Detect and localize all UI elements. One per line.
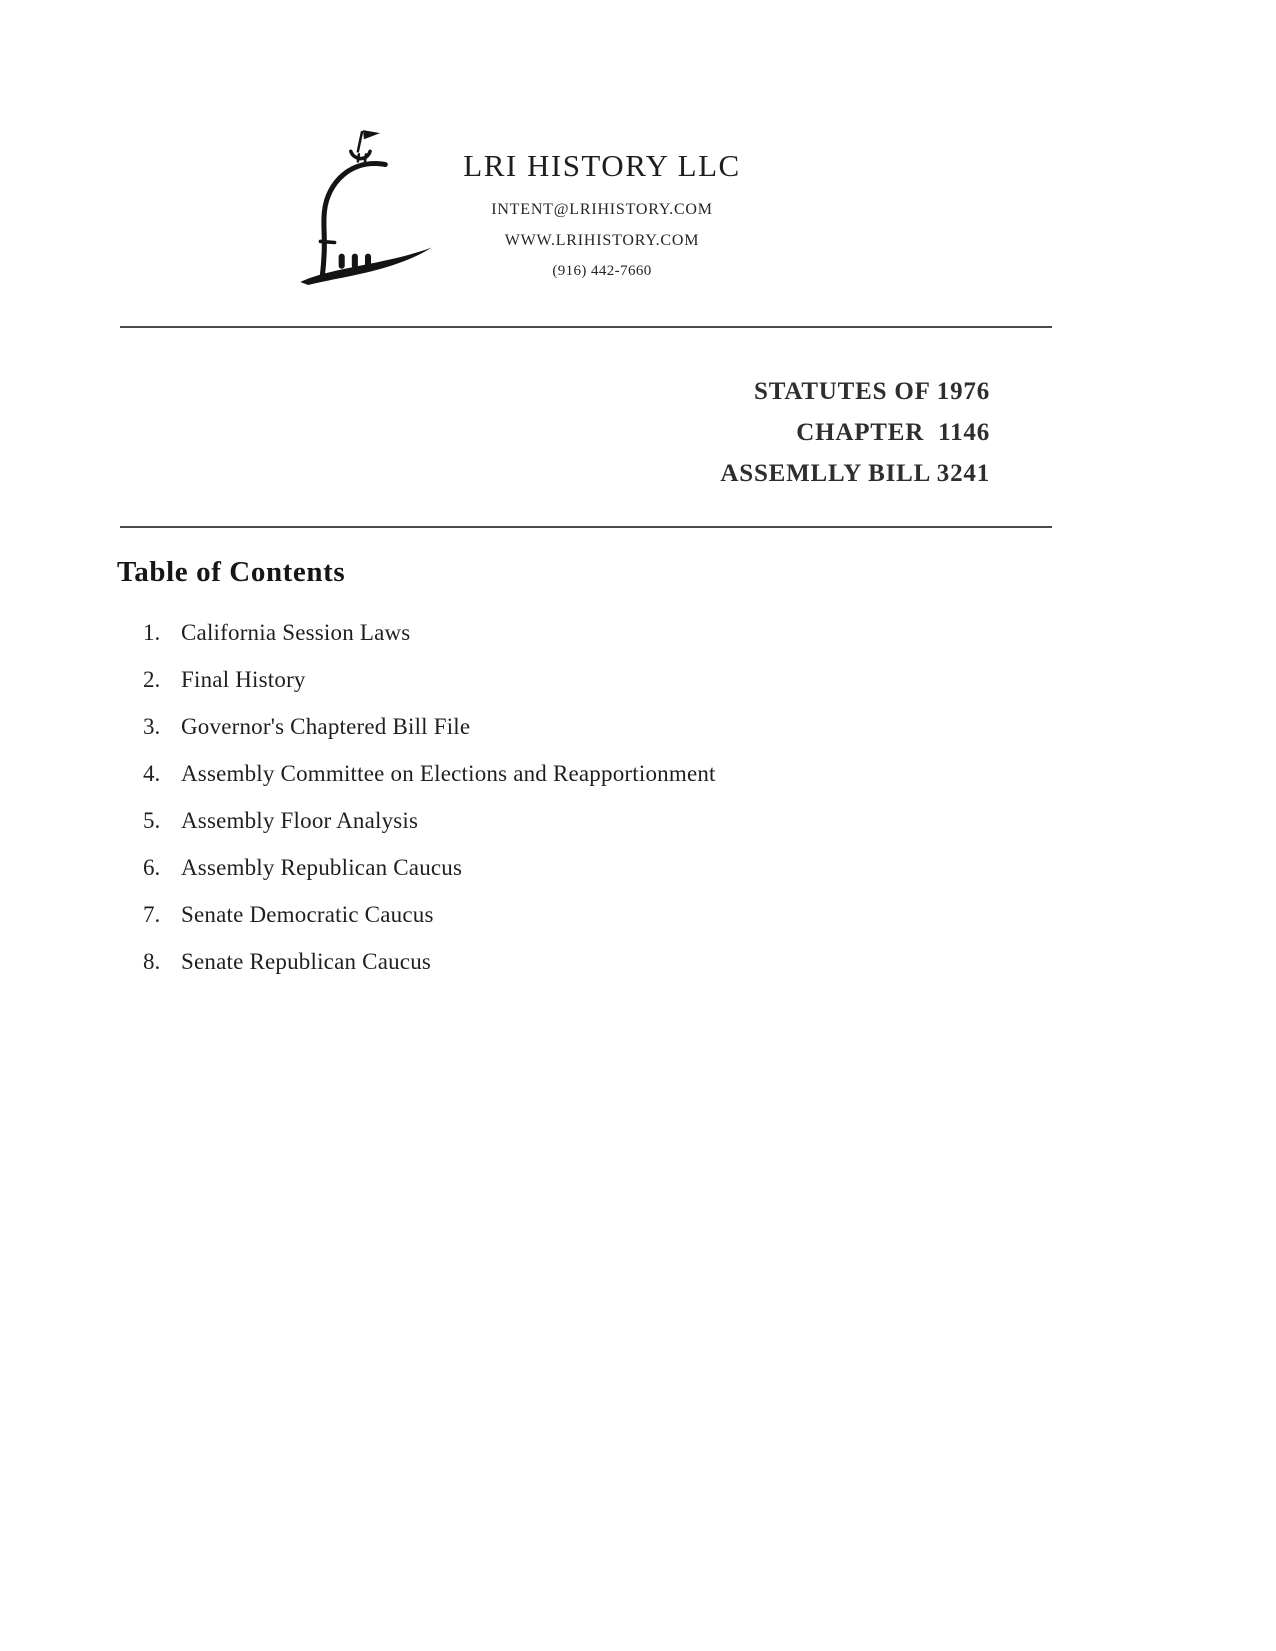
header-contact-block <box>432 148 772 280</box>
toc-item <box>143 714 1043 761</box>
toc-item <box>143 902 1043 949</box>
toc-item-number: 3. <box>143 714 161 739</box>
toc-item-label: Senate Republican Caucus <box>181 949 432 974</box>
toc-list <box>143 620 1043 996</box>
company-email: INTENT@LRIHISTORY.COM <box>491 201 713 218</box>
toc-item-number: 5. <box>143 808 161 833</box>
toc-item <box>143 667 1043 714</box>
toc-item-number: 2. <box>143 667 161 692</box>
toc-item-label: Assembly Floor Analysis <box>181 808 419 833</box>
toc-item-label: Governor's Chaptered Bill File <box>181 714 471 739</box>
company-phone: (916) 442-7660 <box>552 263 652 279</box>
company-website: WWW.LRIHISTORY.COM <box>504 232 700 249</box>
capitol-logo-icon <box>293 124 441 286</box>
toc-item-label: California Session Laws <box>181 620 411 645</box>
toc-item <box>143 761 1043 808</box>
toc-item-number: 1. <box>143 620 161 645</box>
toc-item-number: 6. <box>143 855 161 880</box>
toc-item-number: 7. <box>143 902 161 927</box>
toc-item-number: 4. <box>143 761 161 786</box>
toc-item <box>143 620 1043 667</box>
statutes-line: STATUTES OF 1976 <box>754 378 990 405</box>
divider-top <box>120 326 1052 328</box>
toc-item <box>143 855 1043 902</box>
statutes-title-block <box>500 371 990 494</box>
toc-item <box>143 949 1043 996</box>
toc-item <box>143 808 1043 855</box>
toc-heading: Table of Contents <box>117 556 346 588</box>
toc-item-label: Senate Democratic Caucus <box>181 902 434 927</box>
chapter-line: CHAPTER 1146 <box>796 419 990 446</box>
toc-item-number: 8. <box>143 949 161 974</box>
company-name: LRI HISTORY LLC <box>463 148 741 183</box>
divider-bottom <box>120 526 1052 528</box>
toc-item-label: Assembly Committee on Elections and Reapportionment <box>181 761 716 786</box>
toc-item-label: Assembly Republican Caucus <box>181 855 463 880</box>
toc-item-label: Final History <box>181 667 306 692</box>
assembly-bill-line: ASSEMLLY BILL 3241 <box>720 460 990 487</box>
